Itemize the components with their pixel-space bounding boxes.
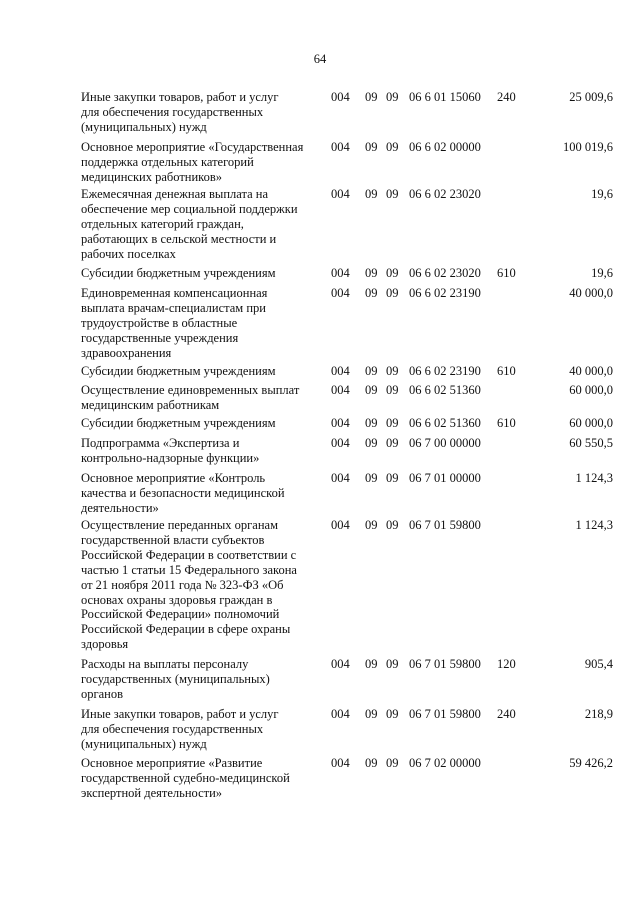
target-article-code: 06 6 02 23190 — [409, 286, 481, 300]
row-description: Осуществление переданных органам государственной власти субъектов Российской Федерации в соответствии с частью 1 статьи 15 Федерального закона от 21 ноября 2011 года № 323-ФЗ «Об основах охраны здоровья граждан в Российской Федерации» полномочий Российской Федерации в сфере охраны здоровья — [81, 518, 297, 652]
ministry-code: 004 — [331, 436, 350, 450]
ministry-code: 004 — [331, 90, 350, 104]
section-code: 09 — [365, 657, 378, 671]
subsection-code: 09 — [386, 416, 399, 430]
ministry-code: 004 — [331, 187, 350, 201]
ministry-code: 004 — [331, 140, 350, 154]
target-article-code: 06 7 01 59800 — [409, 707, 481, 721]
row-description: Основное мероприятие «Государственная поддержка отдельных категорий медицинских работников» — [81, 140, 304, 184]
row-description: Расходы на выплаты персоналу государственных (муниципальных) органов — [81, 657, 270, 701]
ministry-code: 004 — [331, 518, 350, 532]
row-description: Субсидии бюджетным учреждениям — [81, 416, 276, 430]
section-code: 09 — [365, 471, 378, 485]
ministry-code: 004 — [331, 364, 350, 378]
expense-type-code: 120 — [497, 657, 516, 671]
subsection-code: 09 — [386, 756, 399, 770]
subsection-code: 09 — [386, 140, 399, 154]
subsection-code: 09 — [386, 187, 399, 201]
expense-type-code: 610 — [497, 266, 516, 280]
row-description: Подпрограмма «Экспертиза и контрольно-надзорные функции» — [81, 436, 260, 465]
subsection-code: 09 — [386, 707, 399, 721]
subsection-code: 09 — [386, 436, 399, 450]
amount: 60 550,5 — [569, 436, 613, 450]
subsection-code: 09 — [386, 518, 399, 532]
subsection-code: 09 — [386, 364, 399, 378]
subsection-code: 09 — [386, 90, 399, 104]
target-article-code: 06 7 02 00000 — [409, 756, 481, 770]
ministry-code: 004 — [331, 383, 350, 397]
amount: 905,4 — [584, 657, 613, 671]
expense-type-code: 610 — [497, 416, 516, 430]
target-article-code: 06 6 01 15060 — [409, 90, 481, 104]
section-code: 09 — [365, 416, 378, 430]
section-code: 09 — [365, 364, 378, 378]
row-description: Субсидии бюджетным учреждениям — [81, 364, 276, 378]
section-code: 09 — [365, 383, 378, 397]
section-code: 09 — [365, 756, 378, 770]
ministry-code: 004 — [331, 756, 350, 770]
expense-type-code: 240 — [497, 707, 516, 721]
section-code: 09 — [365, 266, 378, 280]
target-article-code: 06 6 02 00000 — [409, 140, 481, 154]
amount: 100 019,6 — [563, 140, 613, 154]
amount: 19,6 — [591, 266, 613, 280]
amount: 1 124,3 — [575, 518, 613, 532]
row-description: Иные закупки товаров, работ и услуг для обеспечения государственных (муниципальных) нужд — [81, 90, 279, 134]
amount: 40 000,0 — [569, 286, 613, 300]
section-code: 09 — [365, 518, 378, 532]
expense-type-code: 240 — [497, 90, 516, 104]
target-article-code: 06 7 00 00000 — [409, 436, 481, 450]
target-article-code: 06 6 02 23020 — [409, 266, 481, 280]
target-article-code: 06 6 02 23190 — [409, 364, 481, 378]
amount: 25 009,6 — [569, 90, 613, 104]
ministry-code: 004 — [331, 416, 350, 430]
expense-type-code: 610 — [497, 364, 516, 378]
amount: 59 426,2 — [569, 756, 613, 770]
target-article-code: 06 7 01 59800 — [409, 657, 481, 671]
target-article-code: 06 6 02 51360 — [409, 383, 481, 397]
ministry-code: 004 — [331, 286, 350, 300]
row-description: Субсидии бюджетным учреждениям — [81, 266, 276, 280]
row-description: Единовременная компенсационная выплата врачам-специалистам при трудоустройстве в областные государственные учреждения здравоохранения — [81, 286, 268, 360]
target-article-code: 06 7 01 00000 — [409, 471, 481, 485]
amount: 19,6 — [591, 187, 613, 201]
row-description: Основное мероприятие «Контроль качества и безопасности медицинской деятельности» — [81, 471, 285, 515]
section-code: 09 — [365, 90, 378, 104]
ministry-code: 004 — [331, 707, 350, 721]
ministry-code: 004 — [331, 266, 350, 280]
row-description: Осуществление единовременных выплат медицинским работникам — [81, 383, 300, 412]
subsection-code: 09 — [386, 383, 399, 397]
ministry-code: 004 — [331, 657, 350, 671]
subsection-code: 09 — [386, 266, 399, 280]
section-code: 09 — [365, 140, 378, 154]
section-code: 09 — [365, 707, 378, 721]
amount: 1 124,3 — [575, 471, 613, 485]
row-description: Иные закупки товаров, работ и услуг для обеспечения государственных (муниципальных) нужд — [81, 707, 279, 751]
subsection-code: 09 — [386, 471, 399, 485]
subsection-code: 09 — [386, 657, 399, 671]
target-article-code: 06 6 02 23020 — [409, 187, 481, 201]
ministry-code: 004 — [331, 471, 350, 485]
amount: 40 000,0 — [569, 364, 613, 378]
row-description: Ежемесячная денежная выплата на обеспечение мер социальной поддержки отдельных категорий граждан, работающих в сельской местности и рабочих поселках — [81, 187, 298, 261]
amount: 218,9 — [584, 707, 613, 721]
section-code: 09 — [365, 187, 378, 201]
row-description: Основное мероприятие «Развитие государственной судебно-медицинской экспертной деятельности» — [81, 756, 290, 800]
section-code: 09 — [365, 286, 378, 300]
target-article-code: 06 7 01 59800 — [409, 518, 481, 532]
target-article-code: 06 6 02 51360 — [409, 416, 481, 430]
section-code: 09 — [365, 436, 378, 450]
amount: 60 000,0 — [569, 383, 613, 397]
subsection-code: 09 — [386, 286, 399, 300]
amount: 60 000,0 — [569, 416, 613, 430]
page-number: 64 — [313, 52, 327, 66]
